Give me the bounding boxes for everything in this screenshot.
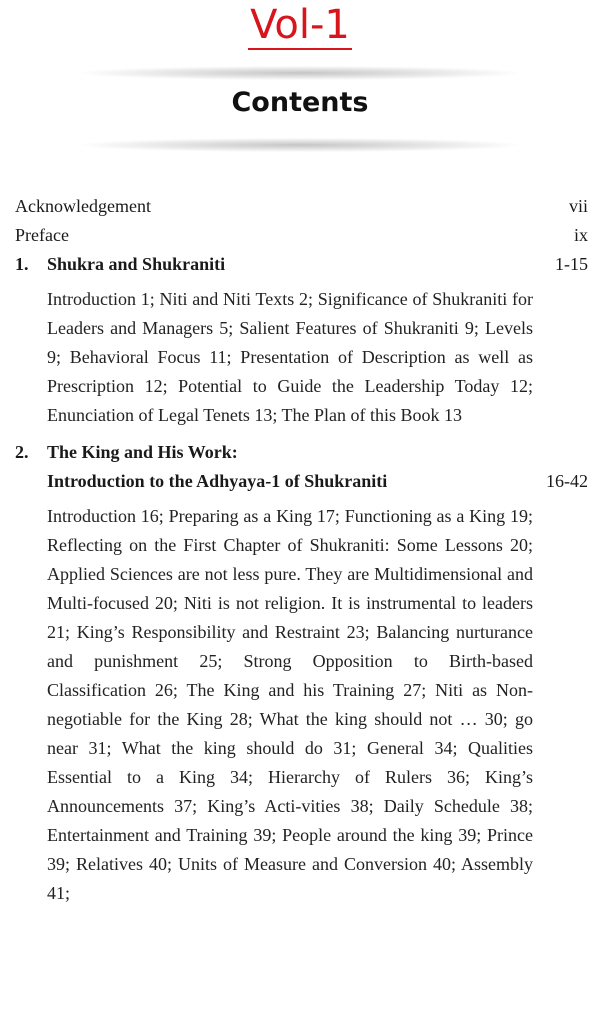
toc-entry-acknowledgement[interactable]: [15, 192, 588, 221]
toc-entry-page: vii: [568, 196, 588, 216]
toc-entry-label: Preface: [15, 225, 69, 245]
decorative-smudge-bottom: [80, 138, 520, 152]
chapter-subtitle: Introduction to the Adhyaya-1 of Shukraniti: [47, 471, 388, 491]
chapter-1-heading[interactable]: [15, 250, 588, 279]
chapter-pages: 1-15: [555, 254, 588, 274]
chapter-number: 1.: [15, 254, 29, 274]
toc-entry-preface[interactable]: [15, 221, 588, 250]
chapter-1-description: Introduction 1; Niti and Niti Texts 2; Significance of Shukraniti for Leaders and Managers 5; Salient Features of Shukraniti 9; Levels 9; Behavioral Focus 11; Presentation of Description as well as Prescription 12; Potential to Guide the Leadership Today 12; Enunciation of Legal Tenets 13; The Plan of this Book 13: [47, 289, 533, 425]
volume-title: Vol-1: [250, 2, 350, 48]
toc-entry-page: ix: [573, 225, 588, 245]
toc-entry-label: Acknowledgement: [15, 196, 151, 216]
chapter-pages: 16-42: [546, 471, 588, 491]
table-of-contents: [15, 192, 588, 908]
chapter-2-heading[interactable]: [15, 438, 588, 467]
chapter-2-description: Introduction 16; Preparing as a King 17; Functioning as a King 19; Reflecting on the First Chapter of Shukraniti: Some Lessons 20; Applied Sciences are not less pure. They are Multidimensional and Multi-focused 20; Niti is not religion. It is instrumental to leaders 21; King’s Responsibility and Restraint 23; Balancing nurturance and punishment 25; Strong Opposition to Birth-based Classification 26; The King and his Training 27; Niti as Non-negotiable for the King 28; What the king should not … 30; go near 31; What the king should do 31; General 34; Qualities Essential to a King 34; Hierarchy of Rulers 36; King’s Announcements 37; King’s Acti-vities 38; Daily Schedule 38; Entertainment and Training 39; People around the king 39; Prince 39; Relatives 40; Units of Measure and Conversion 40; Assembly 41;: [47, 506, 533, 903]
contents-heading: Contents: [231, 87, 369, 118]
volume-header: [0, 2, 600, 50]
chapter-title: Shukra and Shukraniti: [47, 254, 226, 274]
chapter-title: The King and His Work:: [47, 442, 238, 462]
chapter-2-subheading[interactable]: [15, 467, 588, 496]
chapter-number: 2.: [15, 442, 29, 462]
decorative-smudge-top: [80, 66, 520, 80]
